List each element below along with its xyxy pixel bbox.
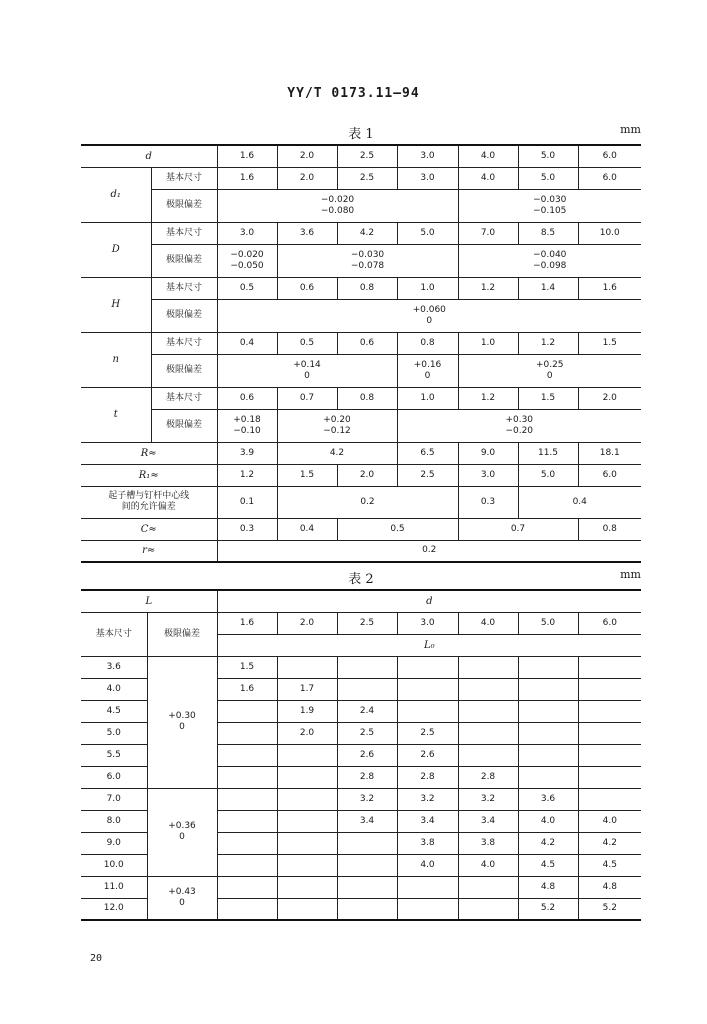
table-cell	[458, 744, 518, 766]
H-label: H	[81, 277, 151, 332]
table2	[81, 589, 641, 921]
table1-title: 表 1	[348, 127, 374, 142]
L-value: 9.0	[81, 832, 147, 854]
table-cell: 1.6	[217, 167, 277, 189]
d1-label: d₁	[81, 167, 151, 222]
tolerance-cell: +0.14 0	[217, 354, 397, 387]
table-cell	[217, 898, 277, 920]
table-cell	[277, 744, 337, 766]
table1-row-H-basic	[81, 277, 641, 299]
table-cell: 0.8	[337, 387, 397, 409]
table-cell: 1.6	[217, 145, 277, 167]
table-cell: 4.0	[458, 145, 518, 167]
L-value: 4.5	[81, 700, 147, 722]
table-cell: 1.5	[217, 656, 277, 678]
limit-dev-label: 极限偏差	[147, 612, 217, 656]
table2-unit: mm	[620, 568, 641, 581]
table2-header-row1	[81, 590, 641, 612]
table-cell	[397, 678, 458, 700]
table-cell	[217, 876, 277, 898]
table-cell	[578, 678, 641, 700]
table-cell	[277, 854, 337, 876]
limit-dev-label: 极限偏差	[151, 409, 217, 442]
L-value: 3.6	[81, 656, 147, 678]
table-cell	[518, 722, 578, 744]
t-label: t	[81, 387, 151, 442]
tolerance-cell: −0.040 −0.098	[458, 244, 641, 277]
table-cell: 0.4	[277, 518, 337, 540]
table1-row-R1	[81, 464, 641, 486]
table-cell	[337, 678, 397, 700]
basic-size-label: 基本尺寸	[151, 332, 217, 354]
table-cell	[277, 832, 337, 854]
table1-row-t-basic	[81, 387, 641, 409]
table-cell	[217, 700, 277, 722]
table-cell: 9.0	[458, 442, 518, 464]
table-cell: 0.2	[277, 486, 458, 518]
table-cell	[337, 832, 397, 854]
table-cell: 1.2	[458, 387, 518, 409]
table2-caption	[81, 568, 641, 587]
table-cell	[458, 876, 518, 898]
tolerance-cell: +0.20 −0.12	[277, 409, 397, 442]
limit-dev-label: 极限偏差	[151, 299, 217, 332]
table-cell: 1.9	[277, 700, 337, 722]
table-row	[81, 876, 641, 898]
table-cell: 0.8	[578, 518, 641, 540]
table-cell: 4.8	[578, 876, 641, 898]
table-cell: 4.5	[518, 854, 578, 876]
table-cell: 4.2	[578, 832, 641, 854]
table-cell: 4.0	[458, 167, 518, 189]
table-cell: 0.4	[518, 486, 641, 518]
table-cell: 0.5	[337, 518, 458, 540]
tolerance-cell: +0.30 −0.20	[397, 409, 641, 442]
table-cell: 5.0	[518, 167, 578, 189]
table-cell: 2.5	[337, 612, 397, 634]
table2-header-row2	[81, 612, 641, 634]
table-cell: 4.2	[518, 832, 578, 854]
table-cell	[337, 854, 397, 876]
table-cell: 2.5	[397, 464, 458, 486]
table-cell: 0.3	[217, 518, 277, 540]
table-cell	[458, 700, 518, 722]
table-cell	[518, 766, 578, 788]
table-cell: 11.5	[518, 442, 578, 464]
table-row	[81, 788, 641, 810]
table-cell: 3.0	[458, 464, 518, 486]
table-cell: 3.0	[217, 222, 277, 244]
tolerance-cell: +0.25 0	[458, 354, 641, 387]
R-label: R≈	[81, 442, 217, 464]
tolerance-cell: +0.16 0	[397, 354, 458, 387]
table-cell: 1.6	[578, 277, 641, 299]
table-cell: 0.6	[217, 387, 277, 409]
table-cell: 6.0	[578, 612, 641, 634]
n-label: n	[81, 332, 151, 387]
table-cell: 2.0	[277, 167, 337, 189]
table-cell: 1.4	[518, 277, 578, 299]
table-cell: 0.1	[217, 486, 277, 518]
table-cell: 4.0	[458, 612, 518, 634]
table-cell: 3.0	[397, 145, 458, 167]
document-code: YY/T 0173.11—94	[287, 86, 420, 101]
tolerance-cell: +0.36 0	[147, 788, 217, 876]
table-cell: 3.4	[458, 810, 518, 832]
table-cell: 2.0	[337, 464, 397, 486]
table-cell: 0.4	[217, 332, 277, 354]
table-cell: 5.2	[578, 898, 641, 920]
table1-row-d1-basic	[81, 167, 641, 189]
table-cell: 4.0	[578, 810, 641, 832]
table-cell: 3.2	[397, 788, 458, 810]
table-cell	[397, 898, 458, 920]
table-cell	[518, 656, 578, 678]
table-cell: 18.1	[578, 442, 641, 464]
basic-size-label: 基本尺寸	[151, 167, 217, 189]
tolerance-cell: +0.30 0	[147, 656, 217, 788]
table-cell: 6.0	[578, 464, 641, 486]
table-cell	[578, 700, 641, 722]
L0-label: L₀	[217, 634, 641, 656]
table-cell: 2.6	[397, 744, 458, 766]
table1-row-D-basic	[81, 222, 641, 244]
table-cell: 2.8	[397, 766, 458, 788]
table-cell: 6.0	[578, 145, 641, 167]
table-cell: 4.2	[277, 442, 397, 464]
table-cell: 3.4	[337, 810, 397, 832]
table-cell: 10.0	[578, 222, 641, 244]
table-cell: 0.7	[458, 518, 578, 540]
table-cell	[518, 700, 578, 722]
table-cell	[397, 700, 458, 722]
table1-row-d1-dev	[81, 189, 641, 222]
table-cell	[217, 744, 277, 766]
table-cell: 4.0	[518, 810, 578, 832]
table-cell: 5.0	[518, 612, 578, 634]
table-cell	[518, 678, 578, 700]
table-cell: 1.6	[217, 612, 277, 634]
table-cell: 3.6	[277, 222, 337, 244]
table-cell	[578, 744, 641, 766]
table-cell	[458, 656, 518, 678]
table-cell: 6.5	[397, 442, 458, 464]
table-cell: 3.0	[397, 612, 458, 634]
table-cell: 3.2	[337, 788, 397, 810]
basic-size-label: 基本尺寸	[151, 222, 217, 244]
table-cell: 0.5	[277, 332, 337, 354]
table-cell: 0.2	[217, 540, 641, 562]
tolerance-cell: −0.030 −0.105	[458, 189, 641, 222]
table-cell: 0.8	[337, 277, 397, 299]
offset-label: 起子槽与钉杆中心线 间的允许偏差	[81, 486, 217, 518]
r-label: r≈	[81, 540, 217, 562]
L-label: L	[81, 590, 217, 612]
table1-row-n-dev	[81, 354, 641, 387]
table-cell: 2.5	[337, 167, 397, 189]
table-cell: 2.0	[277, 612, 337, 634]
table-cell: 3.8	[458, 832, 518, 854]
limit-dev-label: 极限偏差	[151, 244, 217, 277]
table-cell: 4.5	[578, 854, 641, 876]
tolerance-cell: +0.18 −0.10	[217, 409, 277, 442]
table-cell	[277, 788, 337, 810]
table-cell: 0.5	[217, 277, 277, 299]
table-cell	[518, 744, 578, 766]
table-cell: 3.6	[518, 788, 578, 810]
table-cell: 1.0	[458, 332, 518, 354]
table-cell: 8.5	[518, 222, 578, 244]
table-cell	[578, 788, 641, 810]
table-cell	[277, 898, 337, 920]
table-cell	[578, 722, 641, 744]
R1-label: R₁≈	[81, 464, 217, 486]
table-cell	[337, 898, 397, 920]
table-cell: 3.4	[397, 810, 458, 832]
table-cell	[217, 722, 277, 744]
table1-row-D-dev	[81, 244, 641, 277]
tolerance-cell: +0.060 0	[217, 299, 641, 332]
table-cell: 5.0	[397, 222, 458, 244]
table1-row-R	[81, 442, 641, 464]
table-cell: 1.2	[458, 277, 518, 299]
L-value: 12.0	[81, 898, 147, 920]
table-cell	[458, 678, 518, 700]
table-cell	[578, 656, 641, 678]
table-cell: 6.0	[578, 167, 641, 189]
tolerance-cell: +0.43 0	[147, 876, 217, 920]
table-cell: 0.3	[458, 486, 518, 518]
table1-row-t-dev	[81, 409, 641, 442]
C-label: C≈	[81, 518, 217, 540]
basic-size-label: 基本尺寸	[151, 387, 217, 409]
table-cell: 1.2	[518, 332, 578, 354]
table-cell	[397, 656, 458, 678]
table-cell: 1.7	[277, 678, 337, 700]
table-cell	[217, 854, 277, 876]
table-cell: 2.0	[277, 722, 337, 744]
table-cell	[578, 766, 641, 788]
table-cell	[217, 832, 277, 854]
table-cell: 2.0	[578, 387, 641, 409]
D-label: D	[81, 222, 151, 277]
table-cell: 3.9	[217, 442, 277, 464]
table-cell: 0.7	[277, 387, 337, 409]
table-cell: 2.4	[337, 700, 397, 722]
table1-row-offset	[81, 486, 641, 518]
table-cell	[397, 876, 458, 898]
table-cell: 3.8	[397, 832, 458, 854]
L-value: 5.0	[81, 722, 147, 744]
basic-size-label: 基本尺寸	[151, 277, 217, 299]
table1-row-H-dev	[81, 299, 641, 332]
L-value: 6.0	[81, 766, 147, 788]
table1	[81, 144, 641, 563]
table-cell: 5.0	[518, 145, 578, 167]
table-cell: 1.5	[277, 464, 337, 486]
table2-title: 表 2	[348, 572, 374, 587]
table-cell: 4.0	[458, 854, 518, 876]
table-cell	[458, 898, 518, 920]
table-cell: 1.0	[397, 387, 458, 409]
L-value: 4.0	[81, 678, 147, 700]
d-label: d	[81, 145, 217, 167]
table-cell	[458, 722, 518, 744]
table-cell: 4.0	[397, 854, 458, 876]
table-cell: 2.6	[337, 744, 397, 766]
limit-dev-label: 极限偏差	[151, 354, 217, 387]
table-cell: 2.0	[277, 145, 337, 167]
table-cell: 0.8	[397, 332, 458, 354]
table1-row-d	[81, 145, 641, 167]
L-value: 10.0	[81, 854, 147, 876]
table-cell: 5.0	[518, 464, 578, 486]
table-cell: 2.5	[397, 722, 458, 744]
table-cell	[277, 656, 337, 678]
d-label: d	[217, 590, 641, 612]
table-cell	[337, 656, 397, 678]
table-cell	[217, 788, 277, 810]
L-value: 7.0	[81, 788, 147, 810]
tolerance-cell: −0.020 −0.050	[217, 244, 277, 277]
table-cell	[217, 766, 277, 788]
table-cell: 7.0	[458, 222, 518, 244]
L-value: 5.5	[81, 744, 147, 766]
table-cell: 1.6	[217, 678, 277, 700]
table1-caption	[81, 123, 641, 142]
table-row	[81, 656, 641, 678]
table-cell: 4.8	[518, 876, 578, 898]
basic-size-label: 基本尺寸	[81, 612, 147, 656]
tolerance-cell: −0.030 −0.078	[277, 244, 458, 277]
table-cell: 3.0	[397, 167, 458, 189]
table-cell: 4.2	[337, 222, 397, 244]
page-number: 20	[90, 953, 103, 964]
table-cell: 2.8	[337, 766, 397, 788]
L-value: 8.0	[81, 810, 147, 832]
table-cell: 1.2	[217, 464, 277, 486]
table-cell	[337, 876, 397, 898]
table-cell: 0.6	[337, 332, 397, 354]
table-cell: 3.2	[458, 788, 518, 810]
table-cell	[277, 810, 337, 832]
table-cell: 1.0	[397, 277, 458, 299]
table-cell: 2.5	[337, 722, 397, 744]
table1-row-n-basic	[81, 332, 641, 354]
table-cell: 2.8	[458, 766, 518, 788]
table-cell: 1.5	[578, 332, 641, 354]
table-cell	[277, 876, 337, 898]
limit-dev-label: 极限偏差	[151, 189, 217, 222]
L-value: 11.0	[81, 876, 147, 898]
tolerance-cell: −0.020 −0.080	[217, 189, 458, 222]
table-cell: 1.5	[518, 387, 578, 409]
table-cell: 5.2	[518, 898, 578, 920]
table-cell	[277, 766, 337, 788]
table-cell: 0.6	[277, 277, 337, 299]
table1-row-r	[81, 540, 641, 562]
table1-unit: mm	[620, 123, 641, 136]
table1-row-C	[81, 518, 641, 540]
table-cell: 2.5	[337, 145, 397, 167]
table-cell	[217, 810, 277, 832]
